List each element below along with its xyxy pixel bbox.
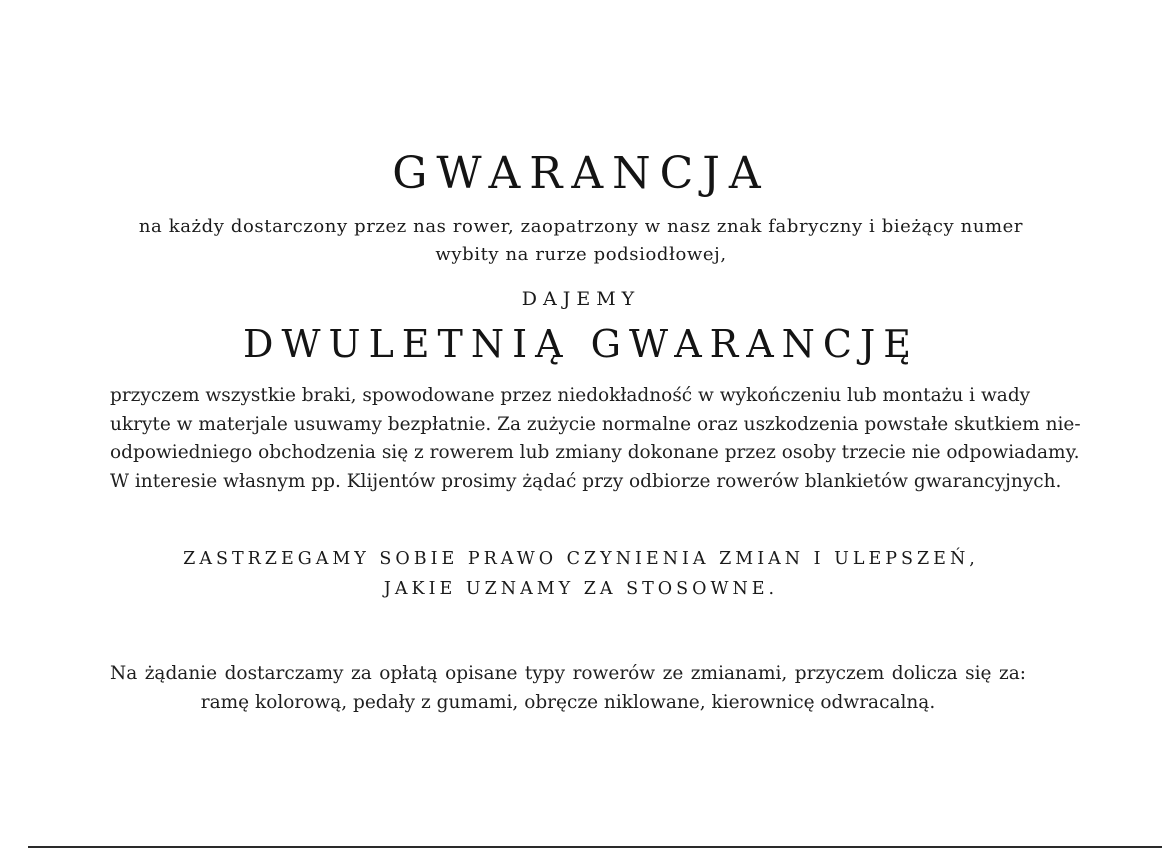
intro-line-1: na każdy dostarczony przez nas rower, zaopatrzony w nasz znak fabryczny i bieżący numer: [138, 216, 1024, 237]
document-title: GWARANCJA: [392, 148, 770, 199]
page-bottom-edge: [28, 846, 1162, 848]
order-paragraph-line-1: Na żądanie dostarczamy za opłatą opisane typy rowerów ze zmianami, przyczem dolicza się za:: [110, 663, 1026, 684]
main-paragraph-line-3: odpowiedniego obchodzenia się z rowerem lub zmiany dokonane przez osoby trzecie nie odpowiadamy.: [110, 442, 1080, 463]
reserve-notice-line-2: JAKIE UZNAMY ZA STOSOWNE.: [383, 579, 779, 599]
intro-line-2: wybity na rurze podsiodłowej,: [435, 244, 727, 265]
order-paragraph-line-2: ramę kolorową, pedały z gumami, obręcze niklowane, kierownicę odwracalną.: [200, 691, 936, 713]
main-paragraph: [110, 382, 1081, 496]
dajemy-heading: DAJEMY: [521, 288, 641, 310]
main-paragraph-line-4: W interesie własnym pp. Klijentów prosimy żądać przy odbiorze rowerów blankietów gwarancyjnych.: [110, 470, 1062, 492]
two-year-warranty-headline: DWULETNIĄ GWARANCJĘ: [243, 322, 919, 366]
order-paragraph: [110, 660, 1026, 717]
main-paragraph-line-2: ukryte w materjale usuwamy bezpłatnie. Za zużycie normalne oraz uszkodzenia powstałe skutkiem nie-: [110, 413, 1081, 435]
reserve-notice-line-1: ZASTRZEGAMY SOBIE PRAWO CZYNIENIA ZMIAN I ULEPSZEŃ,: [183, 549, 979, 569]
main-paragraph-line-1: przyczem wszystkie braki, spowodowane przez niedokładność w wykończeniu lub montażu i wady: [110, 385, 1031, 406]
